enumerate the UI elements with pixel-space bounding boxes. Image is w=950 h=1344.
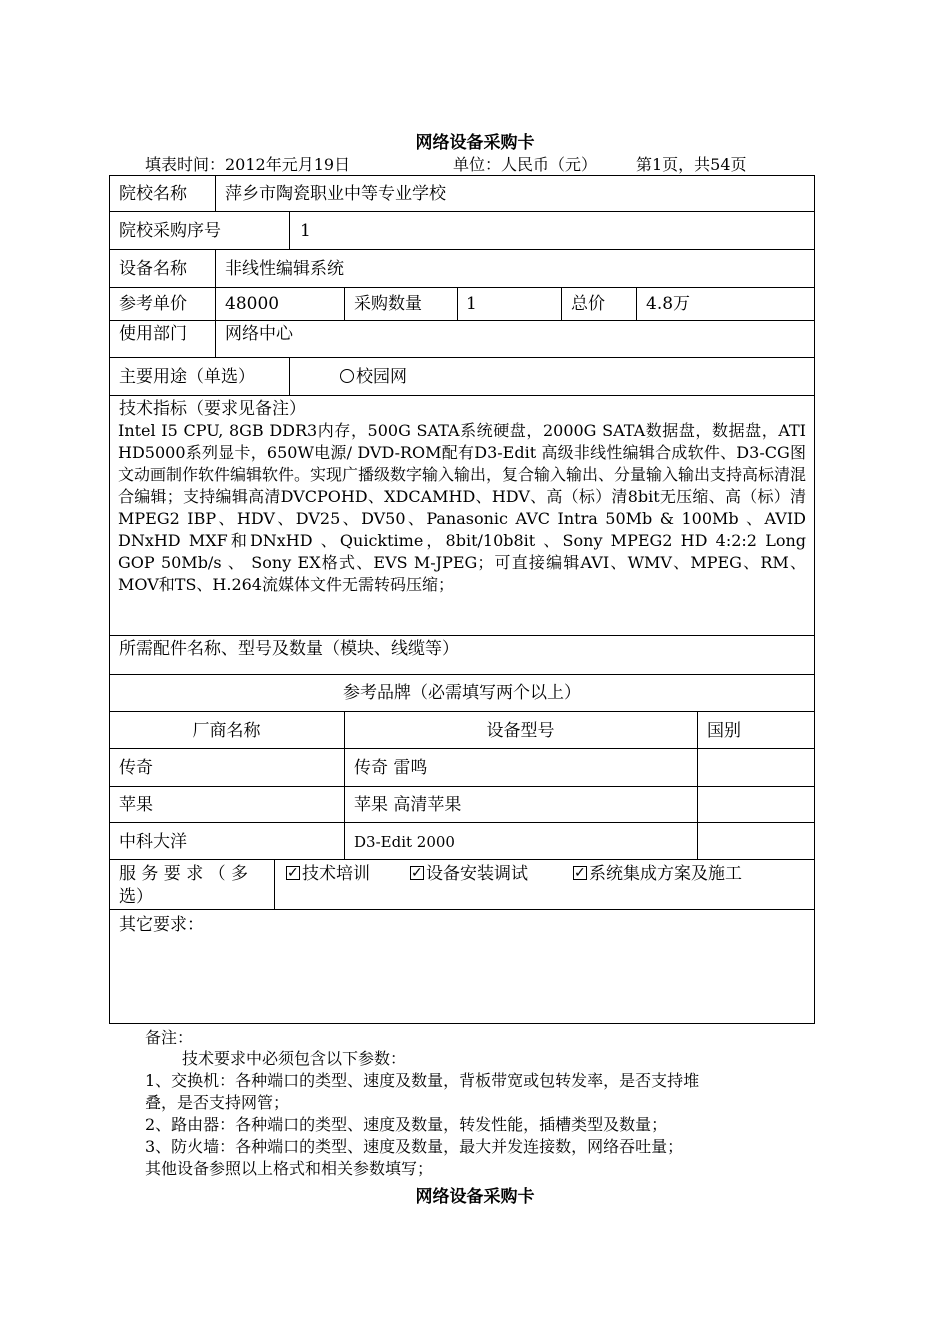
accessory-label: 所需配件名称、型号及数量（模块、线缆等）: [119, 639, 459, 659]
school-name-label: 院校名称: [119, 184, 187, 204]
col-divider: [274, 859, 275, 910]
quantity-label: 采购数量: [354, 294, 422, 314]
device-name-value: 非线性编辑系统: [225, 259, 344, 279]
col-divider: [561, 287, 562, 321]
currency-unit: 单位：人民币（元）: [453, 155, 598, 174]
row-divider: [109, 786, 815, 787]
notes-item: 2、路由器：各种端口的类型、速度及数量，转发性能，插槽类型及数量；: [145, 1115, 668, 1134]
row-divider: [109, 711, 815, 712]
col-divider: [215, 320, 216, 358]
page-title: 网络设备采购卡: [415, 133, 535, 153]
checkbox-checked-icon: [410, 866, 424, 880]
brand-header-country: 国别: [707, 721, 741, 741]
row-divider: [109, 395, 815, 396]
school-name-value: 萍乡市陶瓷职业中等专业学校: [225, 184, 446, 204]
brand-model: 传奇 雷鸣: [354, 758, 428, 778]
page-info: 第1页，共54页: [636, 155, 747, 174]
spec-label: 技术指标（要求见备注）: [119, 399, 306, 419]
quantity-value: 1: [466, 294, 477, 314]
spec-text: Intel I5 CPU, 8GB DDR3内存，500G SATA系统硬盘，2000G SATA数据盘，数据盘，ATI HD5000系列显卡，650W电源/ DVD-ROM配有D3-Edit 高级非线性编辑合成软件、D3-CG图文动画制作软件编辑软件。实现广播级数字输入输出，复合输入输出、分量输入输出支持高标清混合编辑；支持编辑高清DVCPOHD、XDCAMHD、HDV、高（标）清8bit无压缩、高（标）清MPEG2 IBP、HDV、DV25、DV50、Panasonic AVC Intra 50Mb & 100Mb 、AVID DNxHD MXF和DNxHD 、Quicktime，8bit/10b8it 、Sony MPEG2 HD 4:2:2 Long GOP 50Mb/s 、 Sony EX格式、EVS M-JPEG；可直接编辑AVI、WMV、MPEG、RM、MOV和TS、H.264流媒体文件无需转码压缩；: [118, 421, 807, 594]
col-divider: [344, 287, 345, 321]
department-value: 网络中心: [225, 324, 293, 344]
row-divider: [109, 674, 815, 675]
brand-maker: 苹果: [119, 795, 153, 815]
row-divider: [109, 859, 815, 860]
brand-header-model: 设备型号: [486, 721, 555, 741]
usage-option-label: 校园网: [356, 367, 407, 387]
col-divider: [215, 175, 216, 212]
service-label-cont: 选）: [119, 887, 153, 907]
service-label: 服 务 要 求 （ 多: [119, 864, 249, 884]
service-option-installation[interactable]: [410, 863, 528, 885]
notes-item: 3、防火墙：各种端口的类型、速度及数量，最大并发连接数，网络吞吐量；: [145, 1137, 684, 1156]
notes-item: 1、交换机：各种端口的类型、速度及数量，背板带宽或包转发率，是否支持堆: [145, 1071, 700, 1090]
notes-item: 叠，是否支持网管；: [145, 1093, 290, 1112]
brand-maker: 传奇: [119, 758, 153, 778]
service-option-label: 技术培训: [302, 864, 370, 884]
department-label: 使用部门: [119, 324, 187, 344]
col-divider: [636, 287, 637, 321]
row-divider: [109, 909, 815, 910]
brand-header-maker: 厂商名称: [192, 721, 261, 741]
usage-label: 主要用途（单选）: [119, 367, 255, 387]
col-divider: [457, 287, 458, 321]
col-divider: [289, 211, 290, 250]
service-option-label: 系统集成方案及施工: [589, 864, 742, 884]
unit-price-value: 48000: [225, 294, 280, 314]
row-divider: [109, 748, 815, 749]
notes-item: 其他设备参照以上格式和相关参数填写；: [145, 1159, 434, 1178]
fill-date: 填表时间：2012年元月19日: [145, 155, 351, 174]
total-price-value: 4.8万: [646, 294, 691, 314]
unit-price-label: 参考单价: [119, 294, 187, 314]
col-divider: [697, 711, 698, 860]
col-divider: [289, 357, 290, 396]
service-option-label: 设备安装调试: [426, 864, 528, 884]
usage-option-campus[interactable]: [340, 366, 407, 388]
notes-intro: 技术要求中必须包含以下参数：: [182, 1049, 407, 1068]
service-option-training[interactable]: [286, 863, 370, 885]
col-divider: [215, 249, 216, 321]
radio-circle-icon: [340, 369, 354, 383]
device-name-label: 设备名称: [119, 259, 187, 279]
row-divider: [109, 635, 815, 636]
purchase-seq-label: 院校采购序号: [119, 221, 221, 241]
purchase-seq-value: 1: [300, 221, 311, 241]
brand-model: 苹果 高清苹果: [354, 795, 462, 815]
brand-model: D3-Edit 2000: [354, 833, 455, 851]
brand-section-title: 参考品牌（必需填写两个以上）: [343, 683, 581, 703]
next-page-title: 网络设备采购卡: [415, 1187, 535, 1207]
checkbox-checked-icon: [573, 866, 587, 880]
row-divider: [109, 822, 815, 823]
other-requirements-label: 其它要求：: [119, 915, 204, 935]
checkbox-checked-icon: [286, 866, 300, 880]
notes-title: 备注：: [145, 1028, 194, 1047]
total-price-label: 总价: [571, 294, 605, 314]
brand-maker: 中科大洋: [119, 832, 187, 852]
service-option-integration[interactable]: [573, 863, 742, 885]
